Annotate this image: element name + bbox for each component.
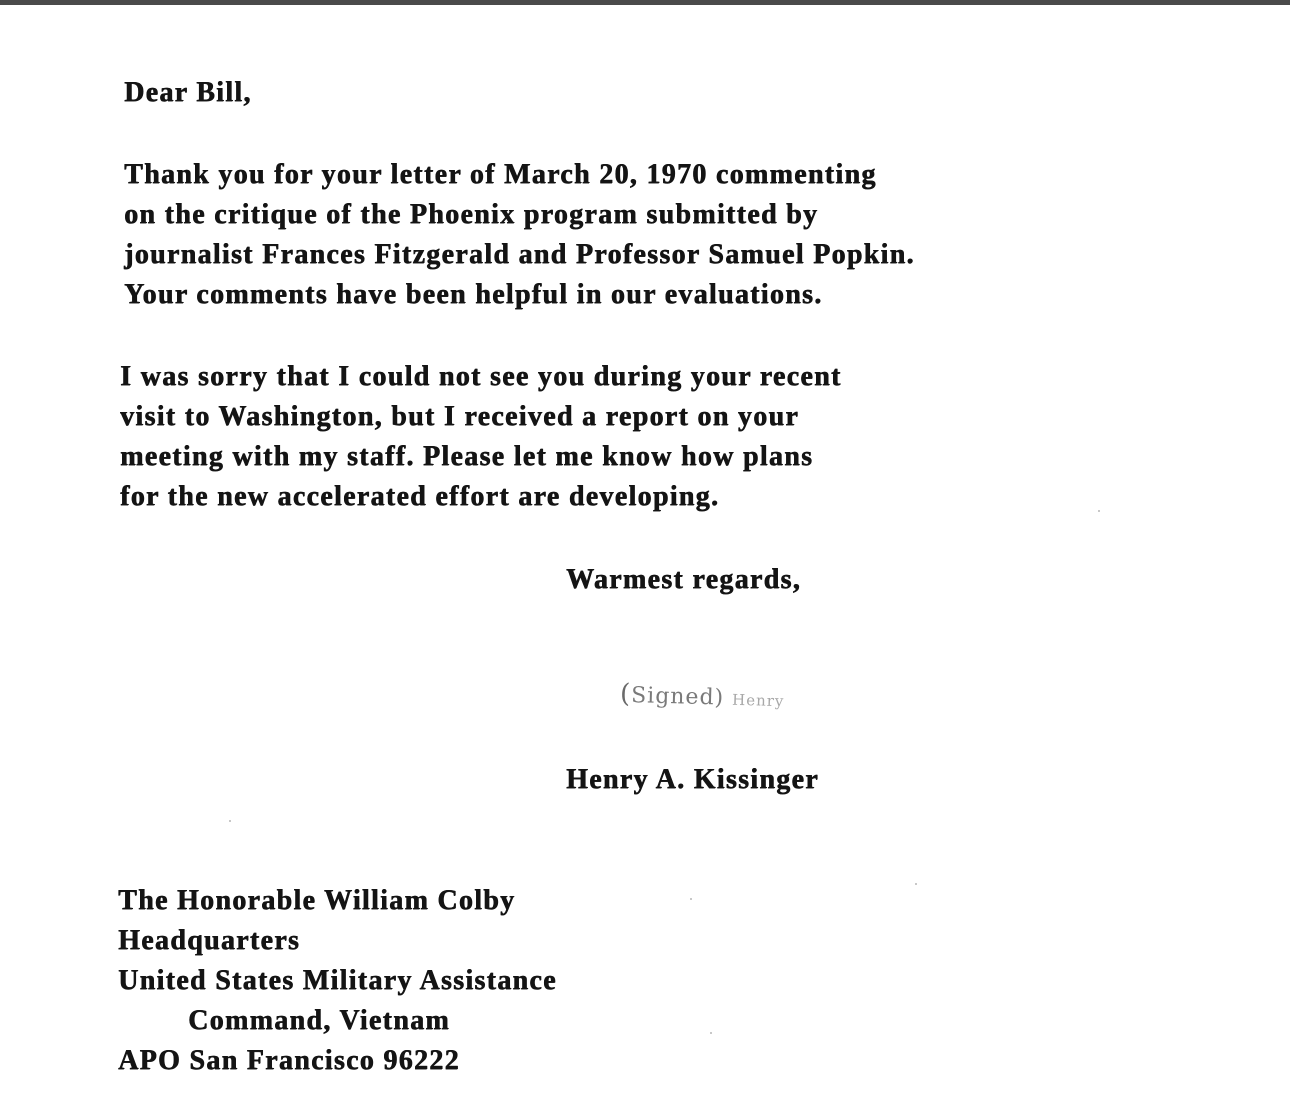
paragraph-thanks (124, 155, 915, 315)
paragraph-line: journalist Frances Fitzgerald and Professor Samuel Popkin. (124, 239, 915, 270)
address-line: APO San Francisco 96222 (118, 1045, 460, 1076)
scan-speck (915, 883, 917, 885)
address-line: The Honorable William Colby (118, 885, 516, 916)
address-line: United States Military Assistance (118, 965, 557, 996)
scan-speck (229, 820, 231, 822)
paragraph-line: for the new accelerated effort are developing. (120, 481, 720, 512)
address-line: Headquarters (118, 925, 301, 956)
scan-speck (710, 1032, 712, 1034)
paragraph-visit (120, 357, 841, 517)
paragraph-line: Thank you for your letter of March 20, 1970 commenting (124, 159, 877, 190)
scan-speck (690, 898, 692, 900)
paragraph-line: Your comments have been helpful in our evaluations. (124, 279, 823, 310)
signature-name: Henry (731, 690, 785, 711)
paragraph-line: visit to Washington, but I received a report on your (120, 401, 799, 432)
letter-page (0, 5, 1290, 1104)
paragraph-line: meeting with my staff. Please let me know how plans (120, 441, 814, 472)
signature-signed: Signed (630, 683, 715, 711)
address-line: Command, Vietnam (188, 1005, 450, 1036)
signature-stamp (620, 679, 785, 713)
signer-name: Henry A. Kissinger (566, 764, 819, 795)
signature-open-paren: ( (619, 678, 632, 710)
scan-speck (1098, 510, 1100, 512)
paragraph-line: on the critique of the Phoenix program submitted by (124, 199, 819, 230)
paragraph-line: I was sorry that I could not see you during your recent (120, 361, 842, 392)
closing: Warmest regards, (566, 564, 801, 595)
signature-close-paren: ) (714, 685, 725, 711)
recipient-address (118, 881, 557, 1081)
salutation: Dear Bill, (124, 77, 252, 108)
